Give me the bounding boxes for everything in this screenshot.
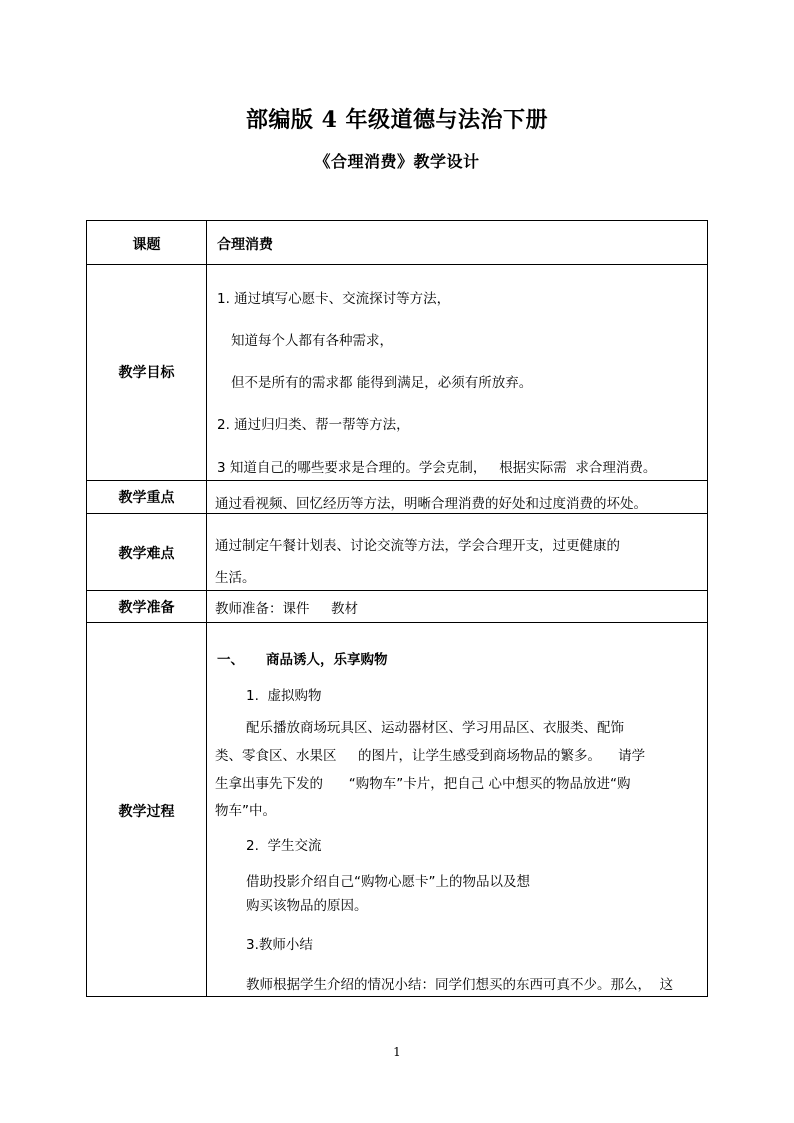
process-paragraph-line: 借助投影介绍自己“购物心愿卡”上的物品以及想 bbox=[246, 874, 530, 890]
process-paragraph-line: 生拿出事先下发的 “购物车”卡片，把自己 心中想买的物品放进“购 bbox=[215, 776, 631, 792]
document-title: 部编版 4 年级道德与法治下册 bbox=[245, 107, 549, 133]
goal-line: 1. 通过填写心愿卡、交流探讨等方法， bbox=[217, 291, 451, 307]
topic-value: 合理消费 bbox=[217, 237, 273, 253]
label-process: 教学过程 bbox=[118, 804, 175, 820]
process-paragraph-line: 类、零食区、水果区 的图片，让学生感受到商场物品的繁多。 请学 bbox=[215, 748, 646, 764]
goal-line: 知道每个人都有各种需求， bbox=[231, 333, 393, 349]
label-topic: 课题 bbox=[132, 237, 161, 253]
prep-value: 教师准备：课件 教材 bbox=[215, 601, 358, 617]
document-subtitle: 《合理消费》教学设计 bbox=[314, 152, 480, 171]
table-row-divider bbox=[86, 264, 708, 265]
table-row-divider bbox=[86, 622, 708, 623]
label-difficulty: 教学难点 bbox=[118, 546, 175, 562]
process-paragraph-line: 物车”中。 bbox=[215, 803, 276, 819]
goal-line: 但不是所有的需求都 能得到满足，必须有所放弃。 bbox=[231, 375, 533, 391]
goal-line: 3 知道自己的哪些要求是合理的。学会克制， 根据实际需 求合理消费。 bbox=[217, 460, 657, 476]
page-number: 1 bbox=[393, 1045, 401, 1059]
table-row-divider bbox=[86, 513, 708, 514]
table-row-divider bbox=[86, 480, 708, 481]
process-paragraph-line: 购买该物品的原因。 bbox=[246, 898, 368, 914]
step-heading: 1. 虚拟购物 bbox=[246, 688, 322, 704]
process-paragraph-line: 教师根据学生介绍的情况小结：同学们想买的东西可真不少。那么， 这 bbox=[246, 977, 674, 993]
label-goals: 教学目标 bbox=[118, 365, 175, 381]
label-focus: 教学重点 bbox=[118, 490, 175, 506]
table-row-divider bbox=[86, 590, 708, 591]
section-number: 一、 bbox=[217, 652, 244, 668]
difficulty-line: 生活。 bbox=[215, 570, 256, 586]
section-title: 商品诱人，乐享购物 bbox=[266, 652, 388, 668]
focus-value: 通过看视频、回忆经历等方法，明晰合理消费的好处和过度消费的坏处。 bbox=[215, 496, 647, 512]
goal-line: 2. 通过归归类、帮一帮等方法， bbox=[217, 417, 410, 433]
process-paragraph-line: 配乐播放商场玩具区、运动器材区、学习用品区、衣服类、配饰 bbox=[246, 720, 624, 736]
label-prep: 教学准备 bbox=[118, 600, 175, 616]
step-heading: 3.教师小结 bbox=[246, 937, 313, 953]
step-heading: 2. 学生交流 bbox=[246, 838, 322, 854]
difficulty-line: 通过制定午餐计划表、讨论交流等方法，学会合理开支，过更健康的 bbox=[215, 538, 620, 554]
